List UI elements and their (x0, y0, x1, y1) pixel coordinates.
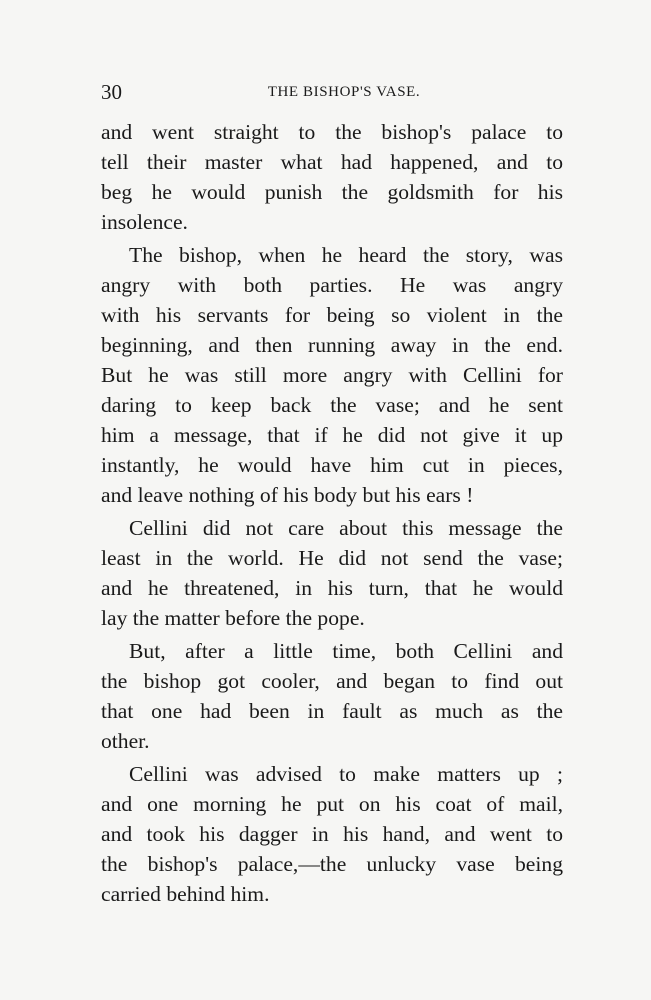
text-line: angry with both parties. He was angry (101, 273, 563, 297)
text-line: with his servants for being so violent in the (101, 303, 563, 327)
text-line: and one morning he put on his coat of mail, (101, 792, 563, 816)
text-line: the bishop's palace,—the unlucky vase being (101, 852, 563, 876)
body-text (101, 117, 563, 912)
text-line: and he threatened, in his turn, that he would (101, 576, 563, 600)
text-line: The bishop, when he heard the story, was (129, 243, 563, 267)
text-line: and took his dagger in his hand, and went to (101, 822, 563, 846)
text-line: carried behind him. (101, 882, 270, 906)
text-line: the bishop got cooler, and began to find out (101, 669, 563, 693)
text-line: beginning, and then running away in the end. (101, 333, 563, 357)
text-line: daring to keep back the vase; and he sent (101, 393, 563, 417)
text-line: and went straight to the bishop's palace to (101, 120, 563, 144)
text-line: and leave nothing of his body but his ears ! (101, 483, 474, 507)
text-line: lay the matter before the pope. (101, 606, 365, 630)
text-line: that one had been in fault as much as the (101, 699, 563, 723)
text-line: him a message, that if he did not give it up (101, 423, 563, 447)
text-line: But he was still more angry with Cellini for (101, 363, 563, 387)
page-number: 30 (101, 80, 122, 104)
paragraph (101, 636, 563, 756)
paragraph (101, 759, 563, 909)
text-line: other. (101, 729, 150, 753)
text-line: tell their master what had happened, and to (101, 150, 563, 174)
running-head (101, 78, 563, 106)
text-line: But, after a little time, both Cellini and (129, 639, 563, 663)
text-line: Cellini did not care about this message the (129, 516, 563, 540)
paragraph (101, 117, 563, 237)
text-line: Cellini was advised to make matters up ; (129, 762, 563, 786)
running-title: THE BISHOP'S VASE. (267, 84, 421, 100)
paragraph (101, 513, 563, 633)
paragraph (101, 240, 563, 510)
text-line: beg he would punish the goldsmith for his (101, 180, 563, 204)
text-line: instantly, he would have him cut in pieces, (101, 453, 563, 477)
text-line: least in the world. He did not send the vase; (101, 546, 563, 570)
text-line: insolence. (101, 210, 188, 234)
